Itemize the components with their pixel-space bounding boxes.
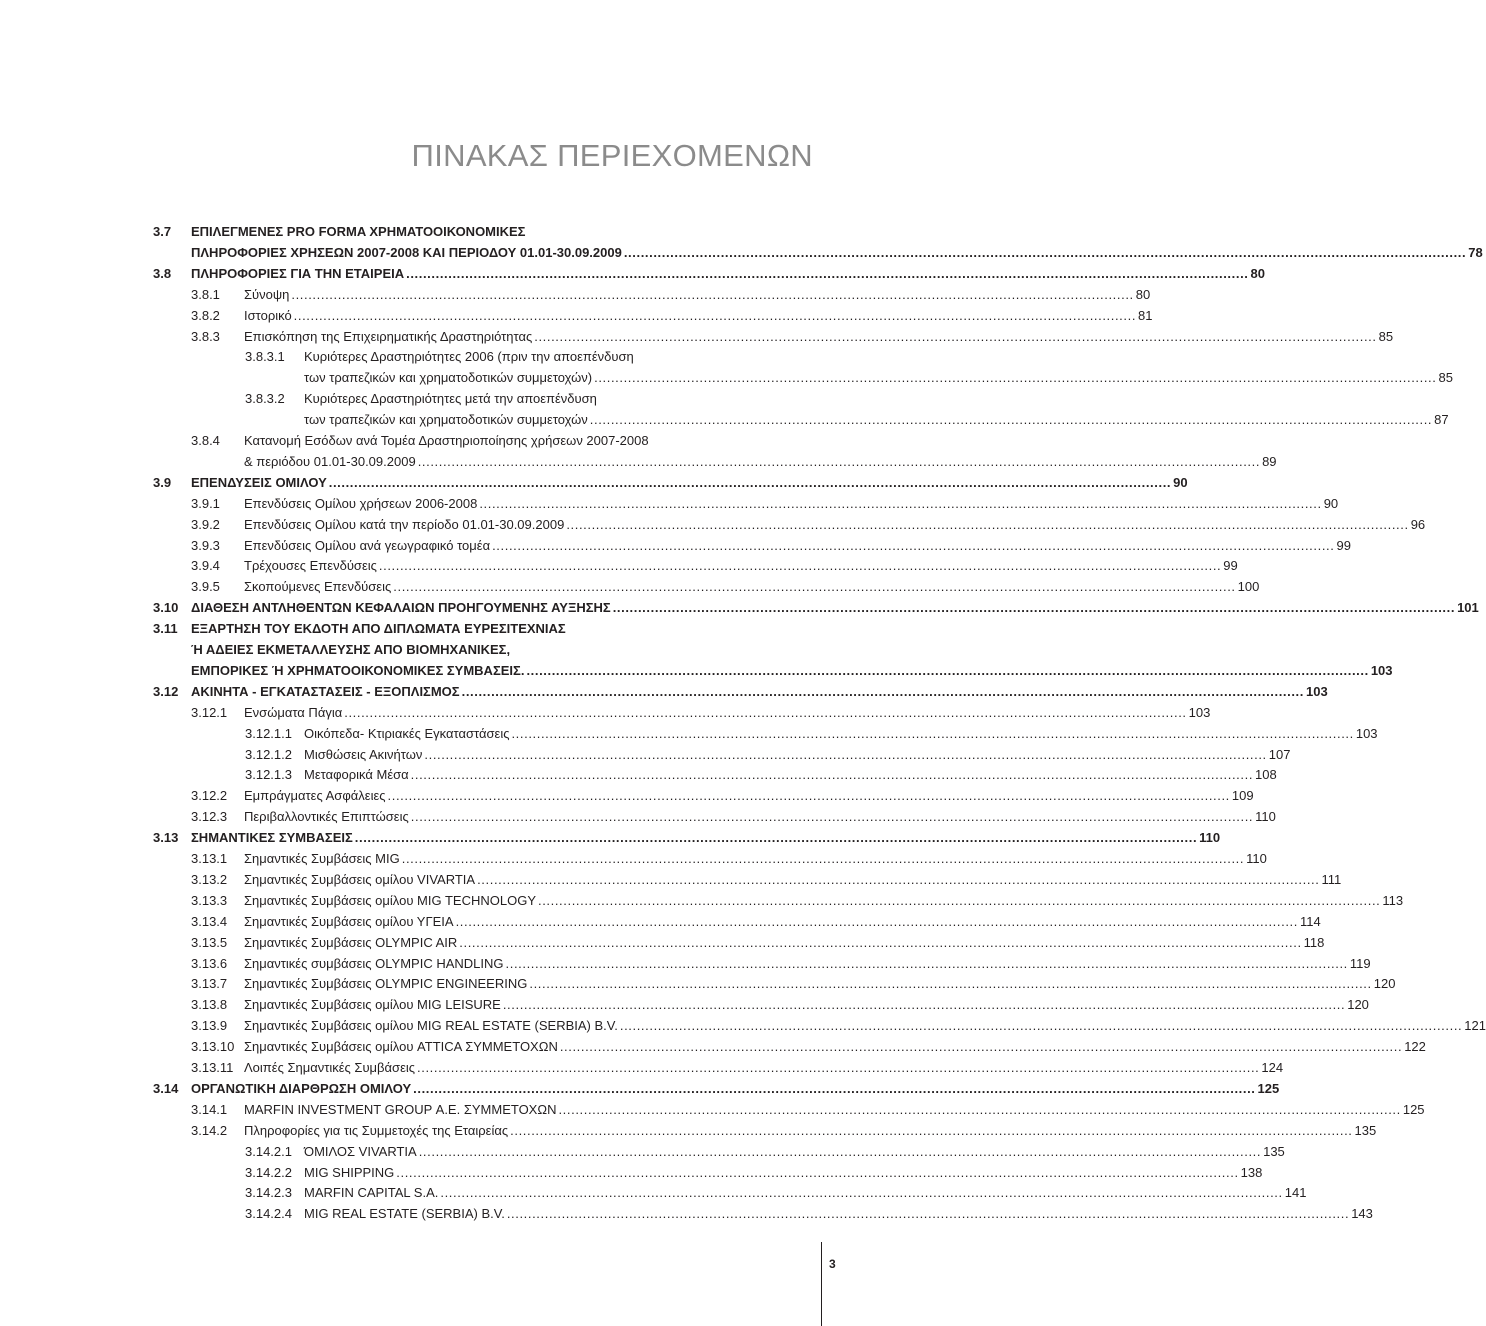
dot-leader: ........................................................................................................................................................................................................ xyxy=(401,851,1245,866)
toc-entry-title: Σημαντικές Συμβάσεις ομίλου ATTICA ΣΥΜΜΕΤΟΧΩΝ xyxy=(244,1039,558,1055)
toc-entry-page: 107 xyxy=(1268,746,1291,762)
toc-entry-page: 109 xyxy=(1231,788,1254,804)
toc-entry[interactable] xyxy=(191,807,1276,828)
toc-entry[interactable] xyxy=(191,556,1238,577)
toc-entry[interactable] xyxy=(245,1163,1263,1184)
toc-entry-number: 3.13.1 xyxy=(191,851,228,866)
toc-entry[interactable] xyxy=(153,598,1479,619)
toc-entry-number: 3.13.10 xyxy=(191,1039,235,1055)
dot-leader: ........................................................................................................................................................................................................ xyxy=(406,265,1249,281)
toc-entry-number: 3.13.7 xyxy=(191,976,228,992)
toc-entry-title: ΔΙΑΘΕΣΗ ΑΝΤΛΗΘΕΝΤΩΝ ΚΕΦΑΛΑΙΩΝ ΠΡΟΗΓΟΥΜΕΝΗΣ ΑΥΞΗΣΗΣ xyxy=(191,600,611,616)
dot-leader: ........................................................................................................................................................................................................ xyxy=(589,412,1433,428)
toc-entry-page: 103 xyxy=(1370,662,1393,678)
toc-entry-page: 80 xyxy=(1135,286,1151,302)
toc-entry-page: 87 xyxy=(1434,412,1449,428)
page-number-rule xyxy=(821,1242,822,1326)
toc-entry[interactable] xyxy=(245,389,1449,431)
toc-entry-title: Ή ΑΔΕΙΕΣ ΕΚΜΕΤΑΛΛΕΥΣΗΣ ΑΠΟ ΒΙΟΜΗΧΑΝΙΚΕΣ, xyxy=(191,641,511,657)
toc-entry-title: Μισθώσεις Ακινήτων xyxy=(304,746,423,762)
toc-entry-title: Τρέχουσες Επενδύσεις xyxy=(244,558,377,574)
toc-entry-title: Επενδύσεις Ομίλου ανά γεωγραφικό τομέα xyxy=(244,537,491,553)
toc-entry[interactable] xyxy=(245,1183,1307,1204)
toc-entry[interactable] xyxy=(245,347,1453,389)
toc-entry-title: Σκοπούμενες Επενδύσεις xyxy=(244,579,392,595)
dot-leader: ........................................................................................................................................................................................................ xyxy=(510,1122,1353,1138)
toc-entry-title: Εμπράγματες Ασφάλειες xyxy=(244,788,386,804)
toc-entry-title: Κυριότερες Δραστηριότητες 2006 (πριν την αποεπένδυση xyxy=(304,349,634,365)
toc-entry[interactable] xyxy=(153,264,1265,285)
toc-entry-title: ΕΠΕΝΔΥΣΕΙΣ ΟΜΙΛΟΥ xyxy=(191,474,327,490)
toc-entry-number: 3.14.1 xyxy=(191,1101,228,1117)
toc-entry[interactable] xyxy=(191,327,1394,348)
toc-entry-title: & περιόδου 01.01-30.09.2009 xyxy=(244,453,416,469)
toc-entry-page: 90 xyxy=(1173,474,1188,490)
toc-entry-title: ΕΠΙΛΕΓΜΕΝΕΣ PRO FORMA ΧΡΗΜΑΤΟΟΙΚΟΝΟΜΙΚΕΣ xyxy=(191,224,526,239)
toc-entry-title: Σημαντικές Συμβάσεις ομίλου MIG REAL ESTATE (SERBIA) B.V. xyxy=(244,1018,618,1034)
dot-leader: ........................................................................................................................................................................................................ xyxy=(529,976,1372,992)
toc-entry-page: 111 xyxy=(1321,871,1342,887)
toc-entry-title: Ενσώματα Πάγια xyxy=(244,704,343,720)
dot-leader: ........................................................................................................................................................................................................ xyxy=(559,1039,1403,1055)
dot-leader: ........................................................................................................................................................................................................ xyxy=(328,474,1172,490)
toc-entry-title: ΣΗΜΑΝΤΙΚΕΣ ΣΥΜΒΑΣΕΙΣ xyxy=(191,830,353,846)
toc-entry-number: 3.8.3 xyxy=(191,328,220,344)
toc-entry-number: 3.9 xyxy=(153,474,172,490)
dot-leader: ........................................................................................................................................................................................................ xyxy=(594,370,1437,386)
toc-entry-title: Κυριότερες Δραστηριότητες μετά την αποεπένδυση xyxy=(304,391,597,407)
toc-entry[interactable] xyxy=(153,682,1328,703)
toc-entry[interactable] xyxy=(153,619,1393,682)
toc-entry-number: 3.10 xyxy=(153,600,179,616)
toc-entry[interactable] xyxy=(191,912,1321,933)
toc-entry-number: 3.12.1 xyxy=(191,704,228,720)
toc-entry-number: 3.13.5 xyxy=(191,934,228,950)
toc-entry-number: 3.13.2 xyxy=(191,871,228,887)
toc-entry-page: 85 xyxy=(1438,370,1453,386)
toc-entry[interactable] xyxy=(153,222,1483,264)
dot-leader: ........................................................................................................................................................................................................ xyxy=(413,1080,1256,1096)
toc-entry-page: 138 xyxy=(1240,1164,1263,1180)
toc-entry-page: 90 xyxy=(1323,495,1339,511)
toc-entry-page: 110 xyxy=(1246,851,1267,866)
toc-entry-number: 3.12.1.3 xyxy=(245,767,292,783)
dot-leader: ........................................................................................................................................................................................................ xyxy=(619,1018,1463,1034)
toc-entry-page: 80 xyxy=(1250,265,1265,281)
toc-entry-number: 3.8.4 xyxy=(191,433,220,448)
toc-entry-title: Επισκόπηση της Επιχειρηματικής Δραστηριότητας xyxy=(244,328,533,344)
toc-entry[interactable] xyxy=(191,306,1153,327)
toc-entry-title: Επενδύσεις Ομίλου χρήσεων 2006-2008 xyxy=(244,495,478,511)
toc-entry-page: 110 xyxy=(1255,809,1276,825)
toc-entry[interactable] xyxy=(191,577,1260,598)
toc-entry[interactable] xyxy=(191,995,1369,1016)
toc-entry-number: 3.8.3.1 xyxy=(245,349,285,365)
toc-entry[interactable] xyxy=(191,431,1277,473)
toc-entry[interactable] xyxy=(191,870,1342,891)
dot-leader: ........................................................................................................................................................................................................ xyxy=(511,725,1354,741)
dot-leader: ........................................................................................................................................................................................................ xyxy=(612,600,1456,616)
toc-entry-number: 3.14.2.2 xyxy=(245,1164,292,1180)
toc-entry-title: Περιβαλλοντικές Επιπτώσεις xyxy=(244,809,409,825)
toc-entry-number: 3.8.2 xyxy=(191,307,220,323)
toc-entry-title: Σημαντικές Συμβάσεις MIG xyxy=(244,851,400,866)
toc-entry[interactable] xyxy=(191,515,1426,536)
toc-entry[interactable] xyxy=(191,891,1404,912)
dot-leader: ........................................................................................................................................................................................................ xyxy=(417,453,1261,469)
toc-entry-number: 3.8.3.2 xyxy=(245,391,285,407)
toc-entry-title: των τραπεζικών και χρηματοδοτικών συμμετοχών xyxy=(304,412,588,428)
toc-entry-page: 103 xyxy=(1188,704,1211,720)
toc-entry-page: 125 xyxy=(1402,1101,1425,1117)
dot-leader: ........................................................................................................................................................................................................ xyxy=(410,767,1254,783)
dot-leader: ........................................................................................................................................................................................................ xyxy=(538,892,1381,908)
toc-entry-title: ΠΛΗΡΟΦΟΡΙΕΣ ΧΡΗΣΕΩΝ 2007-2008 ΚΑΙ ΠΕΡΙΟΔΟΥ 01.01-30.09.2009 xyxy=(191,244,622,260)
toc-entry[interactable] xyxy=(191,1058,1284,1079)
toc-entry-title: ΌΜΙΛΟΣ VIVARTIA xyxy=(304,1143,417,1159)
toc-entry[interactable] xyxy=(245,765,1277,786)
toc-entry-title: ΕΞΑΡΤΗΣΗ ΤΟΥ ΕΚΔΟΤΗ ΑΠΟ ΔΙΠΛΩΜΑΤΑ ΕΥΡΕΣΙΤΕΧΝΙΑΣ xyxy=(191,621,566,637)
toc-entry-page: 78 xyxy=(1468,244,1483,260)
toc-entry[interactable] xyxy=(191,1037,1426,1058)
toc-entry-page: 85 xyxy=(1378,328,1394,344)
dot-leader: ........................................................................................................................................................................................................ xyxy=(440,1185,1283,1201)
dot-leader: ........................................................................................................................................................................................................ xyxy=(534,328,1377,344)
toc-entry-title: Κατανομή Εσόδων ανά Τομέα Δραστηριοποίησης χρήσεων 2007-2008 xyxy=(244,433,649,448)
toc-entry-number: 3.9.2 xyxy=(191,516,220,532)
dot-leader: ........................................................................................................................................................................................................ xyxy=(410,809,1254,825)
toc-entry-number: 3.13.6 xyxy=(191,955,228,971)
toc-entry-page: 108 xyxy=(1255,767,1277,783)
dot-leader: ........................................................................................................................................................................................................ xyxy=(424,746,1267,762)
toc-entry-page: 118 xyxy=(1303,934,1325,950)
dot-leader: ........................................................................................................................................................................................................ xyxy=(344,704,1187,720)
toc-entry-number: 3.13.8 xyxy=(191,997,228,1013)
dot-leader: ........................................................................................................................................................................................................ xyxy=(396,1164,1239,1180)
toc-entry-title: ΑΚΙΝΗΤΑ - ΕΓΚΑΤΑΣΤΑΣΕΙΣ - ΕΞΟΠΛΙΣΜΟΣ xyxy=(191,683,460,699)
toc-entry-number: 3.9.3 xyxy=(191,537,220,553)
toc-entry[interactable] xyxy=(191,494,1339,515)
toc-entry[interactable] xyxy=(191,1121,1377,1142)
dot-leader: ........................................................................................................................................................................................................ xyxy=(354,830,1198,846)
toc-entry-title: Σημαντικές συμβάσεις OLYMPIC HANDLING xyxy=(244,955,504,971)
toc-entry-title: Πληροφορίες για τις Συμμετοχές της Εταιρείας xyxy=(244,1122,509,1138)
toc-entry[interactable] xyxy=(191,974,1396,995)
dot-leader: ........................................................................................................................................................................................................ xyxy=(291,286,1134,302)
toc-entry-page: 121 xyxy=(1464,1018,1486,1034)
toc-entry-title: ΟΡΓΑΝΩΤΙΚΗ ΔΙΑΡΘΡΩΣΗ ΟΜΙΛΟΥ xyxy=(191,1080,412,1096)
dot-leader: ........................................................................................................................................................................................................ xyxy=(623,244,1467,260)
toc-entry-title: των τραπεζικών και χρηματοδοτικών συμμετοχών) xyxy=(304,370,593,386)
toc-entry-number: 3.14.2.3 xyxy=(245,1185,292,1201)
dot-leader: ........................................................................................................................................................................................................ xyxy=(387,788,1230,804)
toc-entry-page: 96 xyxy=(1410,516,1426,532)
dot-leader: ........................................................................................................................................................................................................ xyxy=(558,1101,1401,1117)
toc-entry-page: 114 xyxy=(1299,913,1321,929)
dot-leader: ........................................................................................................................................................................................................ xyxy=(505,955,1348,971)
toc-entry-number: 3.12.3 xyxy=(191,809,228,825)
toc-entry[interactable] xyxy=(191,786,1254,807)
dot-leader: ........................................................................................................................................................................................................ xyxy=(502,997,1346,1013)
toc-entry-page: 110 xyxy=(1199,830,1221,846)
toc-entry-page: 99 xyxy=(1223,558,1238,574)
toc-entry-page: 122 xyxy=(1404,1039,1426,1055)
dot-leader: ........................................................................................................................................................................................................ xyxy=(417,1060,1260,1075)
toc-entry[interactable] xyxy=(191,1100,1425,1121)
toc-entry-title: Επενδύσεις Ομίλου κατά την περίοδο 01.01-30.09.2009 xyxy=(244,516,565,532)
toc-entry-page: 119 xyxy=(1349,955,1371,971)
toc-entry-number: 3.11 xyxy=(153,621,178,637)
toc-entry-number: 3.9.5 xyxy=(191,579,220,595)
toc-entry-title: Σημαντικές Συμβάσεις ομίλου VIVARTIA xyxy=(244,871,476,887)
dot-leader: ........................................................................................................................................................................................................ xyxy=(506,1206,1350,1222)
toc-entry-page: 89 xyxy=(1262,453,1277,469)
toc-entry-number: 3.14.2.1 xyxy=(245,1143,292,1159)
toc-entry-title: Σημαντικές Συμβάσεις ομίλου MIG TECHNOLOGY xyxy=(244,892,536,908)
dot-leader: ........................................................................................................................................................................................................ xyxy=(418,1143,1262,1159)
toc-entry-page: 120 xyxy=(1373,976,1396,992)
toc-entry[interactable] xyxy=(191,933,1325,954)
toc-entry-page: 103 xyxy=(1305,683,1328,699)
toc-entry-page: 103 xyxy=(1355,725,1378,741)
toc-entry-title: Μεταφορικά Μέσα xyxy=(304,767,409,783)
toc-entry-page: 143 xyxy=(1351,1206,1373,1222)
toc-entry-page: 124 xyxy=(1261,1060,1284,1075)
toc-entry-title: Σημαντικές Συμβάσεις ομίλου ΥΓΕΙΑ xyxy=(244,913,454,929)
toc-entry-title: Σημαντικές Συμβάσεις ομίλου MIG LEISURE xyxy=(244,997,501,1013)
toc-entry-title: Σημαντικές Συμβάσεις OLYMPIC ENGINEERING xyxy=(244,976,528,992)
toc-entry-title: Σύνοψη xyxy=(244,286,290,302)
toc-entry-number: 3.13.11 xyxy=(191,1060,234,1075)
toc-entry[interactable] xyxy=(191,1016,1486,1037)
dot-leader: ........................................................................................................................................................................................................ xyxy=(393,579,1236,595)
toc-entry-number: 3.9.4 xyxy=(191,558,220,574)
toc-entry-number: 3.12.1.2 xyxy=(245,746,292,762)
toc-entry-title: MARFIN INVESTMENT GROUP Α.Ε. ΣΥΜΜΕΤΟΧΩΝ xyxy=(244,1101,557,1117)
page-title: ΠΙΝΑΚΑΣ ΠΕΡΙΕΧΟΜΕΝΩΝ xyxy=(411,138,813,173)
toc-entry-title: MARFIN CAPITAL S.A. xyxy=(304,1185,439,1201)
toc-entry-title: MIG REAL ESTATE (SERBIA) B.V. xyxy=(304,1206,505,1222)
toc-entry[interactable] xyxy=(191,703,1211,724)
toc-entry-number: 3.14.2 xyxy=(191,1122,228,1138)
page-number: 3 xyxy=(829,1257,836,1271)
toc-entry-number: 3.8 xyxy=(153,265,172,281)
dot-leader: ........................................................................................................................................................................................................ xyxy=(479,495,1322,511)
toc-entry[interactable] xyxy=(191,285,1151,306)
toc-entry-number: 3.14 xyxy=(153,1080,179,1096)
toc-entry-page: 99 xyxy=(1336,537,1351,553)
toc-entry-title: Οικόπεδα- Κτιριακές Εγκαταστάσεις xyxy=(304,725,510,741)
toc-entry-number: 3.12.1.1 xyxy=(245,725,292,741)
toc-entry-page: 141 xyxy=(1284,1185,1307,1201)
toc-entry-title: MIG SHIPPING xyxy=(304,1164,395,1180)
dot-leader: ........................................................................................................................................................................................................ xyxy=(526,662,1369,678)
toc-entry-number: 3.7 xyxy=(153,224,172,239)
dot-leader: ........................................................................................................................................................................................................ xyxy=(378,558,1222,574)
toc-entry-number: 3.14.2.4 xyxy=(245,1206,292,1222)
toc-entry-page: 125 xyxy=(1257,1080,1280,1096)
toc-entry-number: 3.8.1 xyxy=(191,286,220,302)
dot-leader: ........................................................................................................................................................................................................ xyxy=(293,307,1137,323)
toc-entry-number: 3.13.3 xyxy=(191,892,228,908)
dot-leader: ........................................................................................................................................................................................................ xyxy=(566,516,1409,532)
toc-entry[interactable] xyxy=(153,828,1221,849)
dot-leader: ........................................................................................................................................................................................................ xyxy=(477,871,1320,887)
toc-entry[interactable] xyxy=(191,954,1371,975)
toc-entry-title: Λοιπές Σημαντικές Συμβάσεις xyxy=(244,1060,416,1075)
toc-entry-page: 100 xyxy=(1237,579,1260,595)
toc-entry-page: 81 xyxy=(1138,307,1153,323)
dot-leader: ........................................................................................................................................................................................................ xyxy=(455,913,1298,929)
toc-entry-number: 3.9.1 xyxy=(191,495,220,511)
toc-entry-number: 3.13.9 xyxy=(191,1018,228,1034)
toc-entry-number: 3.12 xyxy=(153,683,179,699)
toc-entry[interactable] xyxy=(245,1204,1373,1225)
dot-leader: ........................................................................................................................................................................................................ xyxy=(492,537,1335,553)
toc-entry[interactable] xyxy=(245,724,1378,745)
toc-entry-title: Ιστορικό xyxy=(244,307,292,323)
toc-entry-number: 3.12.2 xyxy=(191,788,228,804)
toc-entry-page: 113 xyxy=(1382,892,1404,908)
dot-leader: ........................................................................................................................................................................................................ xyxy=(461,683,1304,699)
toc-entry-page: 101 xyxy=(1457,600,1479,616)
toc-entry-number: 3.13 xyxy=(153,830,179,846)
toc-entry-page: 120 xyxy=(1347,997,1369,1013)
toc-entry[interactable] xyxy=(245,1142,1285,1163)
toc-entry[interactable] xyxy=(153,1079,1280,1100)
toc-entry-page: 135 xyxy=(1354,1122,1377,1138)
toc-entry[interactable] xyxy=(191,536,1351,557)
dot-leader: ........................................................................................................................................................................................................ xyxy=(459,934,1302,950)
toc-entry-title: ΕΜΠΟΡΙΚΕΣ Ή ΧΡΗΜΑΤΟΟΙΚΟΝΟΜΙΚΕΣ ΣΥΜΒΑΣΕΙΣ. xyxy=(191,662,525,678)
toc-entry[interactable] xyxy=(153,473,1188,494)
toc-entry-title: Σημαντικές Συμβάσεις OLYMPIC AIR xyxy=(244,934,458,950)
toc-entry[interactable] xyxy=(245,745,1291,766)
toc-entry-number: 3.13.4 xyxy=(191,913,228,929)
toc-entry-title: ΠΛΗΡΟΦΟΡΙΕΣ ΓΙΑ ΤΗΝ ΕΤΑΙΡΕΙΑ xyxy=(191,265,405,281)
toc-entry-page: 135 xyxy=(1263,1143,1285,1159)
toc-entry[interactable] xyxy=(191,849,1267,870)
